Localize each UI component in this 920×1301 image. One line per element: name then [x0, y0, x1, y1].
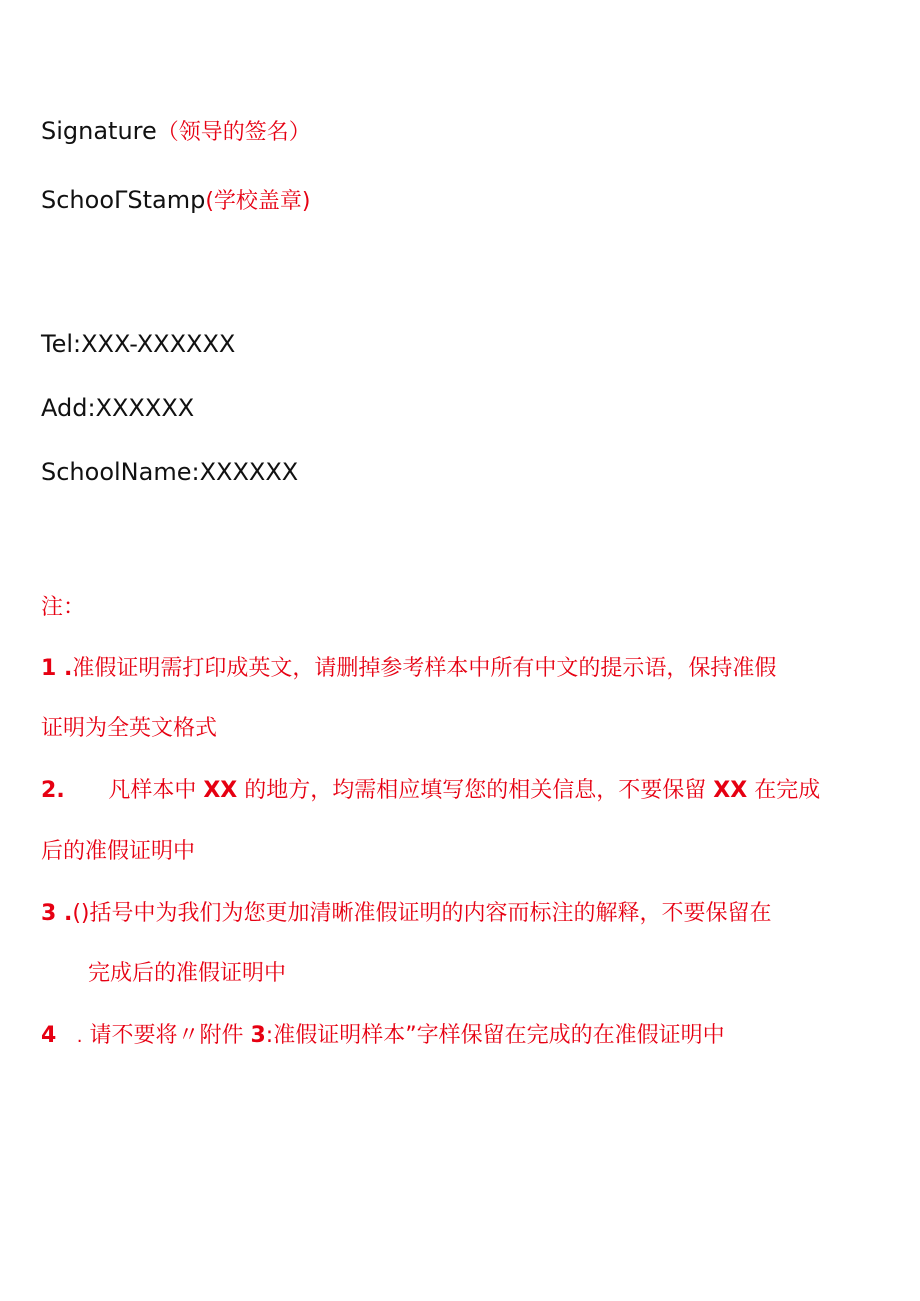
note-4-text-post: :准假证明样本”字样保留在完成的在准假证明中 [265, 1023, 725, 1048]
note-2-text-post: 在完成 [754, 778, 821, 803]
signature-label: Signature [41, 117, 157, 145]
address-line: Add:XXXXXX [41, 394, 195, 422]
note-3-separator: . [56, 901, 73, 926]
note-3-line-1 [41, 899, 772, 929]
stamp-label: SchooΓStamp [41, 186, 206, 214]
note-4-text-pre: 请不要将〃附件 [89, 1023, 244, 1048]
note-1-line-2: 证明为全英文格式 [41, 716, 218, 741]
note-2-xx-1: XX [203, 778, 238, 803]
signature-line [41, 116, 311, 148]
note-3-text: ()括号中为我们为您更加清晰准假证明的内容而标注的解释，不要保留在 [72, 901, 772, 926]
note-2-text-pre: 凡样本中 [108, 778, 197, 803]
tel-line: Tel:XXX-XXXXXX [41, 330, 236, 358]
note-2-number: 2 [41, 778, 57, 803]
note-2-line-1 [41, 776, 820, 806]
stamp-line [41, 185, 311, 217]
note-4-number: 4 [41, 1023, 57, 1048]
note-1-separator: . [56, 656, 73, 681]
note-1-text: 准假证明需打印成英文，请删掉参考样本中所有中文的提示语，保持准假 [72, 656, 777, 681]
note-1-number: 1 [41, 656, 57, 681]
school-name-line: SchoolName:XXXXXX [41, 458, 299, 486]
signature-hint: （领导的签名） [156, 120, 311, 145]
note-2-xx-2: XX [713, 778, 748, 803]
note-4-bold-number: 3 [250, 1023, 266, 1048]
stamp-hint: (学校盖章) [205, 189, 311, 214]
note-2-text-mid: 的地方，均需相应填写您的相关信息，不要保留 [244, 778, 707, 803]
note-3-number: 3 [41, 901, 57, 926]
note-2-separator: . [56, 778, 65, 803]
note-4-line-1 [41, 1021, 725, 1052]
notes-heading: 注： [41, 595, 86, 620]
note-3-line-2: 完成后的准假证明中 [88, 961, 287, 986]
note-1-line-1 [41, 654, 776, 684]
note-2-line-2: 后的准假证明中 [41, 839, 196, 864]
note-4-separator: . [71, 1026, 83, 1047]
